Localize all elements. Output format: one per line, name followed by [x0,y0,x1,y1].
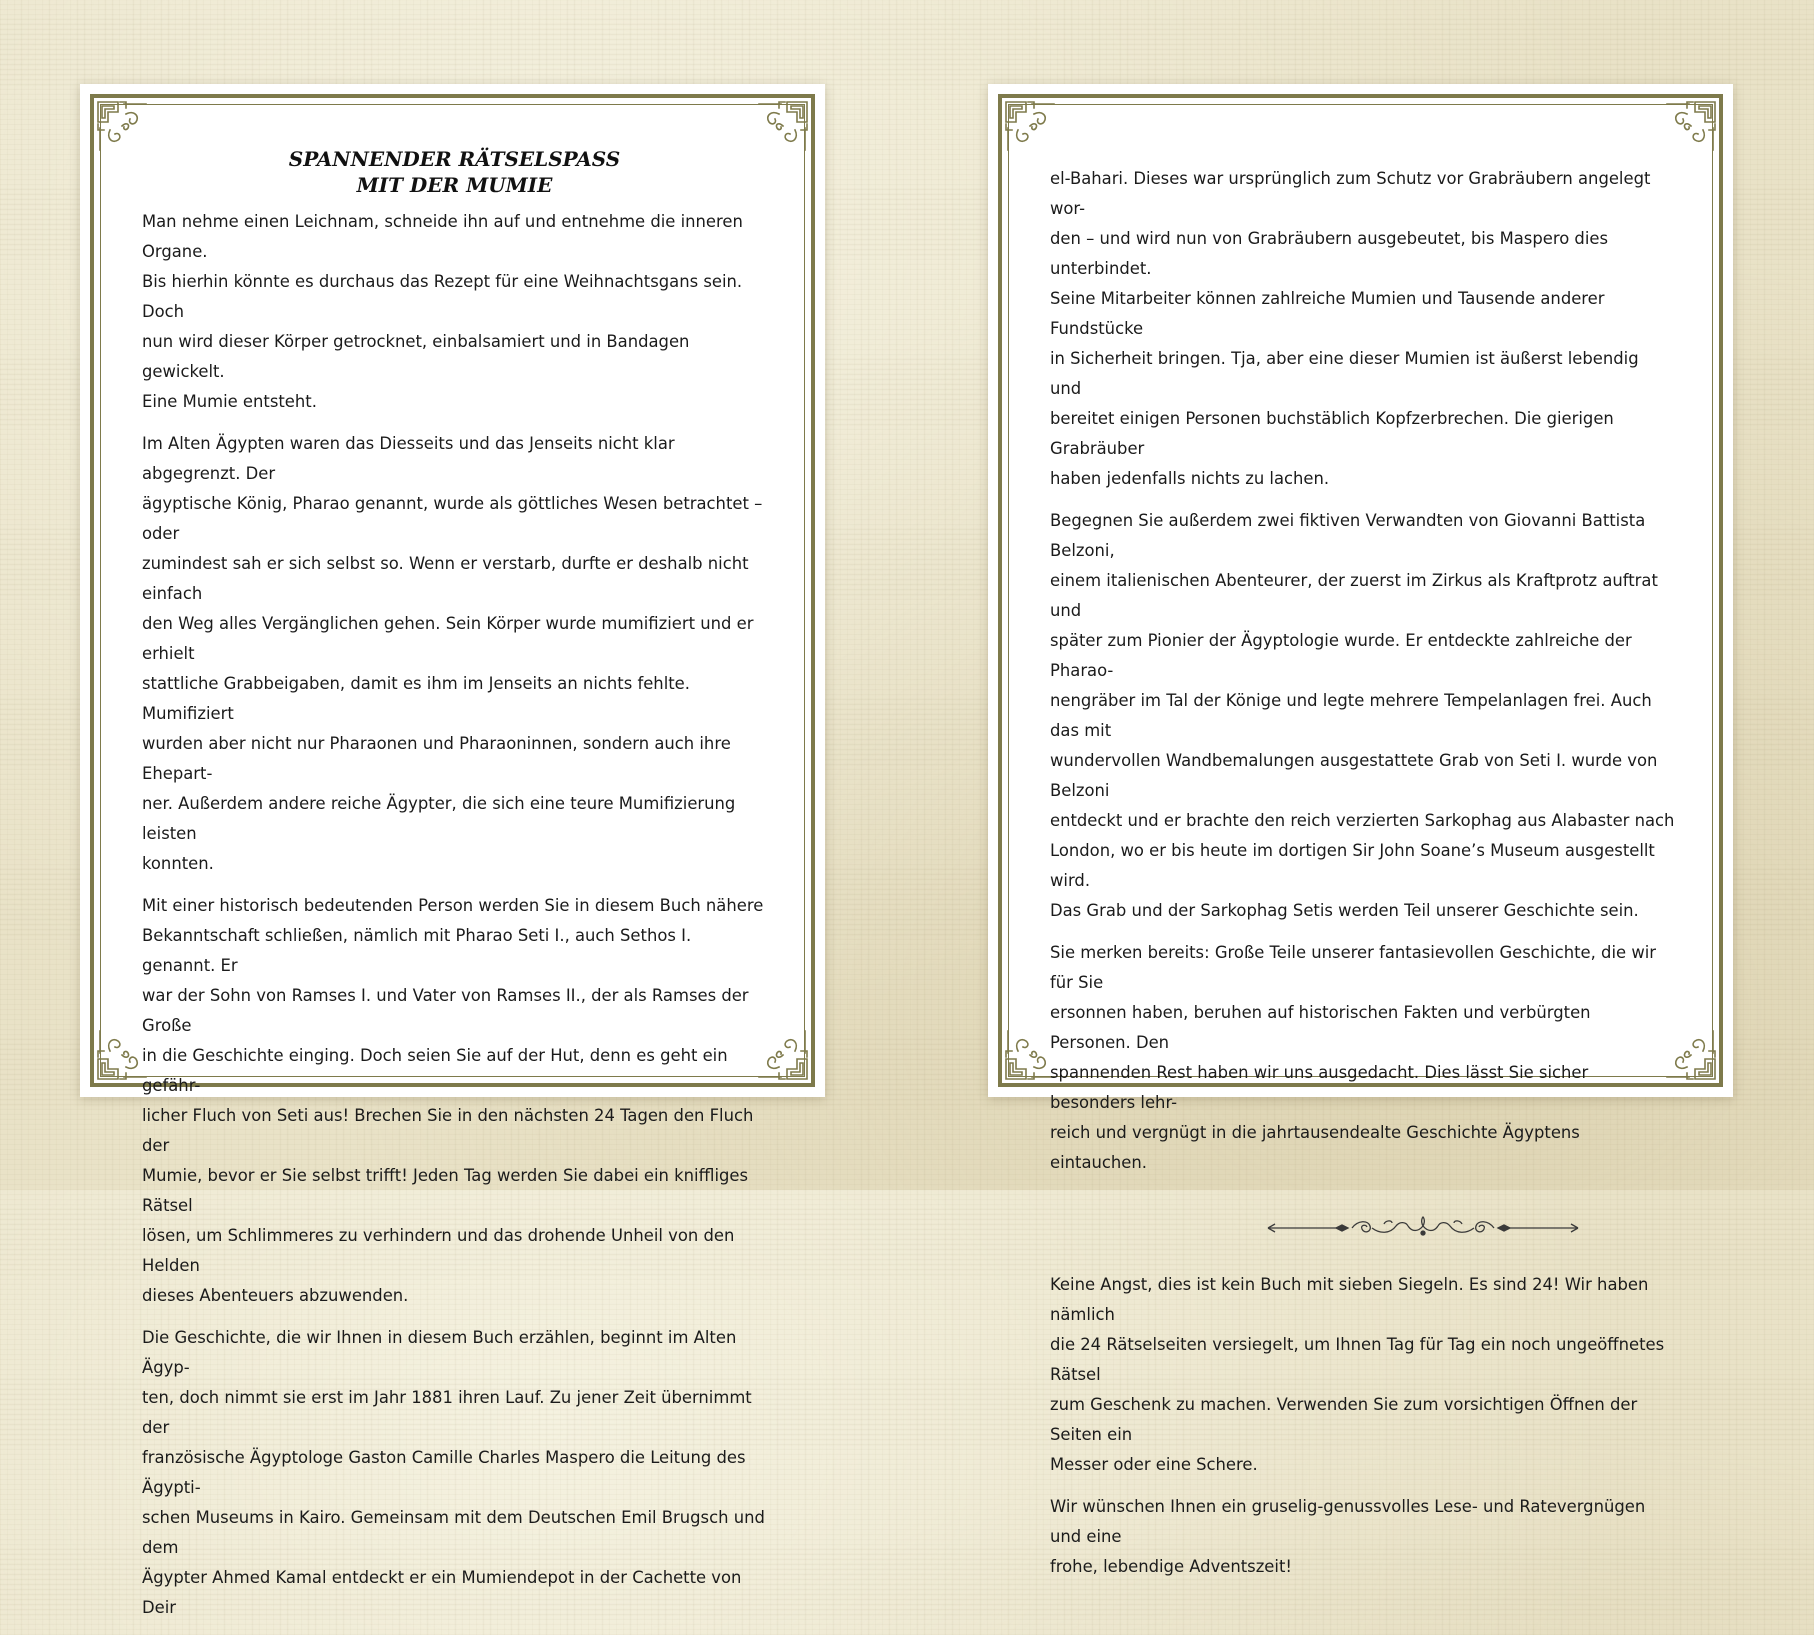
corner-ornament-icon [1004,100,1056,152]
text-line: Ägypter Ahmed Kamal entdeckt er ein Mumiendepot in der Cachette von Deir [142,1568,742,1617]
text-line: Bekanntschaft schließen, nämlich mit Pharao Seti I., auch Sethos I. genannt. Er [142,926,692,975]
text-line: wundervollen Wandbemalungen ausgestattete Grab von Seti I. wurde von Belzoni [1050,751,1658,800]
corner-ornament-icon [757,100,809,152]
text-line: Seine Mitarbeiter können zahlreiche Mumien und Tausende anderer Fundstücke [1050,289,1605,338]
flourish-divider-icon [1266,1214,1580,1242]
text-line: ersonnen haben, beruhen auf historischen Fakten und verbürgten Personen. Den [1050,1003,1591,1052]
text-line: nengräber im Tal der Könige und legte mehrere Tempelanlagen frei. Auch das mit [1050,691,1652,740]
text-line: nun wird dieser Körper getrocknet, einbalsamiert und in Bandagen gewickelt. [142,332,690,381]
text-line: Mumie, bevor er Sie selbst trifft! Jeden Tag werden Sie dabei ein kniffliges Rätsel [142,1166,749,1215]
corner-ornament-icon [1665,100,1717,152]
text-line: den Weg alles Vergänglichen gehen. Sein Körper wurde mumifiziert und er erhielt [142,614,754,663]
text-line: entdeckt und er brachte den reich verzierten Sarkophag aus Alabaster nach [1050,811,1675,830]
text-line: Im Alten Ägypten waren das Diesseits und das Jenseits nicht klar abgegrenzt. Der [142,434,675,483]
left-page [80,84,825,1617]
right-body-text-bottom [1050,1270,1675,1582]
corner-ornament-icon [96,100,148,152]
text-line: Bis hierhin könnte es durchaus das Rezept für eine Weihnachtsgans sein. Doch [142,272,743,321]
text-line: Die Geschichte, die wir Ihnen in diesem Buch erzählen, beginnt im Alten Ägyp- [142,1328,737,1377]
text-line: in die Geschichte einging. Doch seien Sie auf der Hut, denn es geht ein gefähr- [142,1046,728,1095]
page-title [142,146,767,198]
text-line: zumindest sah er sich selbst so. Wenn er verstarb, durfte er deshalb nicht einfach [142,554,749,603]
text-line: licher Fluch von Seti aus! Brechen Sie in den nächsten 24 Tagen den Fluch der [142,1106,754,1155]
paragraph [1050,164,1675,494]
text-line: stattliche Grabbeigaben, damit es ihm im Jenseits an nichts fehlte. Mumifiziert [142,674,690,723]
text-line: in Sicherheit bringen. Tja, aber eine dieser Mumien ist äußerst lebendig und [1050,349,1639,398]
text-line: bereitet einigen Personen buchstäblich Kopfzerbrechen. Die gierigen Grabräuber [1050,409,1614,458]
paragraph [142,207,767,417]
text-line: Das Grab und der Sarkophag Setis werden Teil unserer Geschichte sein. [1050,901,1639,920]
text-line: ägyptische König, Pharao genannt, wurde als göttliches Wesen betrachtet – oder [142,494,763,543]
corner-ornament-icon [96,1029,148,1081]
right-page-content [1050,164,1675,1594]
text-line: die 24 Rätselseiten versiegelt, um Ihnen Tag für Tag ein noch ungeöffnetes Rätsel [1050,1335,1665,1384]
text-line: schen Museums in Kairo. Gemeinsam mit dem Deutschen Emil Brugsch und dem [142,1508,765,1557]
text-line: London, wo er bis heute im dortigen Sir John Soane’s Museum ausgestellt wird. [1050,841,1655,890]
text-line: Wir wünschen Ihnen ein gruselig-genussvolles Lese- und Ratevergnügen und eine [1050,1497,1646,1546]
text-line: französische Ägyptologe Gaston Camille Charles Maspero die Leitung des Ägypti- [142,1448,746,1497]
text-line: ten, doch nimmt sie erst im Jahr 1881 ihren Lauf. Zu jener Zeit übernimmt der [142,1388,752,1437]
paragraph [142,429,767,879]
divider-area [1050,1190,1675,1270]
text-line: frohe, lebendige Adventszeit! [1050,1557,1292,1576]
title-line-1: SPANNENDER RÄTSELSPASS [288,147,621,171]
text-line: wurden aber nicht nur Pharaonen und Pharaoninnen, sondern auch ihre Ehepart- [142,734,731,783]
text-line: ner. Außerdem andere reiche Ägypter, die sich eine teure Mumifizierung leisten [142,794,736,843]
text-line: Messer oder eine Schere. [1050,1455,1258,1474]
text-line: lösen, um Schlimmeres zu verhindern und das drohende Unheil von den Helden [142,1226,735,1275]
paragraph [142,1323,767,1623]
text-line: war der Sohn von Ramses I. und Vater von Ramses II., der als Ramses der Große [142,986,749,1035]
text-line: Man nehme einen Leichnam, schneide ihn auf und entnehme die inneren Organe. [142,212,743,261]
paragraph [1050,506,1675,926]
text-line: haben jedenfalls nichts zu lachen. [1050,469,1330,488]
paragraph [1050,1270,1675,1480]
text-line: zum Geschenk zu machen. Verwenden Sie zum vorsichtigen Öffnen der Seiten ein [1050,1395,1638,1444]
text-line: den – und wird nun von Grabräubern ausgebeutet, bis Maspero dies unterbindet. [1050,229,1609,278]
left-page-content [142,146,767,1635]
paragraph [1050,938,1675,1178]
text-line: einem italienischen Abenteurer, der zuerst im Zirkus als Kraftprotz auftrat und [1050,571,1658,620]
text-line: konnten. [142,854,214,873]
paragraph [142,891,767,1311]
text-line: dieses Abenteuers abzuwenden. [142,1286,409,1305]
corner-ornament-icon [1004,1029,1056,1081]
text-line: el-Bahari. Dieses war ursprünglich zum Schutz vor Grabräubern angelegt wor- [1050,169,1651,218]
text-line: spannenden Rest haben wir uns ausgedacht. Dies lässt Sie sicher besonders lehr- [1050,1063,1589,1112]
text-line: reich und vergnügt in die jahrtausendealte Geschichte Ägyptens eintauchen. [1050,1123,1580,1172]
paragraph [1050,1492,1675,1582]
text-line: Sie merken bereits: Große Teile unserer fantasievollen Geschichte, die wir für Sie [1050,943,1657,992]
text-line: Eine Mumie entsteht. [142,392,317,411]
left-body-text [142,207,767,1623]
text-line: später zum Pionier der Ägyptologie wurde. Er entdeckte zahlreiche der Pharao- [1050,631,1632,680]
text-line: Begegnen Sie außerdem zwei fiktiven Verwandten von Giovanni Battista Belzoni, [1050,511,1646,560]
text-line: Mit einer historisch bedeutenden Person werden Sie in diesem Buch nähere [142,896,764,915]
right-body-text-top [1050,164,1675,1178]
right-page [988,84,1733,1576]
text-line: Keine Angst, dies ist kein Buch mit sieben Siegeln. Es sind 24! Wir haben nämlich [1050,1275,1649,1324]
title-line-2: MIT DER MUMIE [356,173,553,197]
